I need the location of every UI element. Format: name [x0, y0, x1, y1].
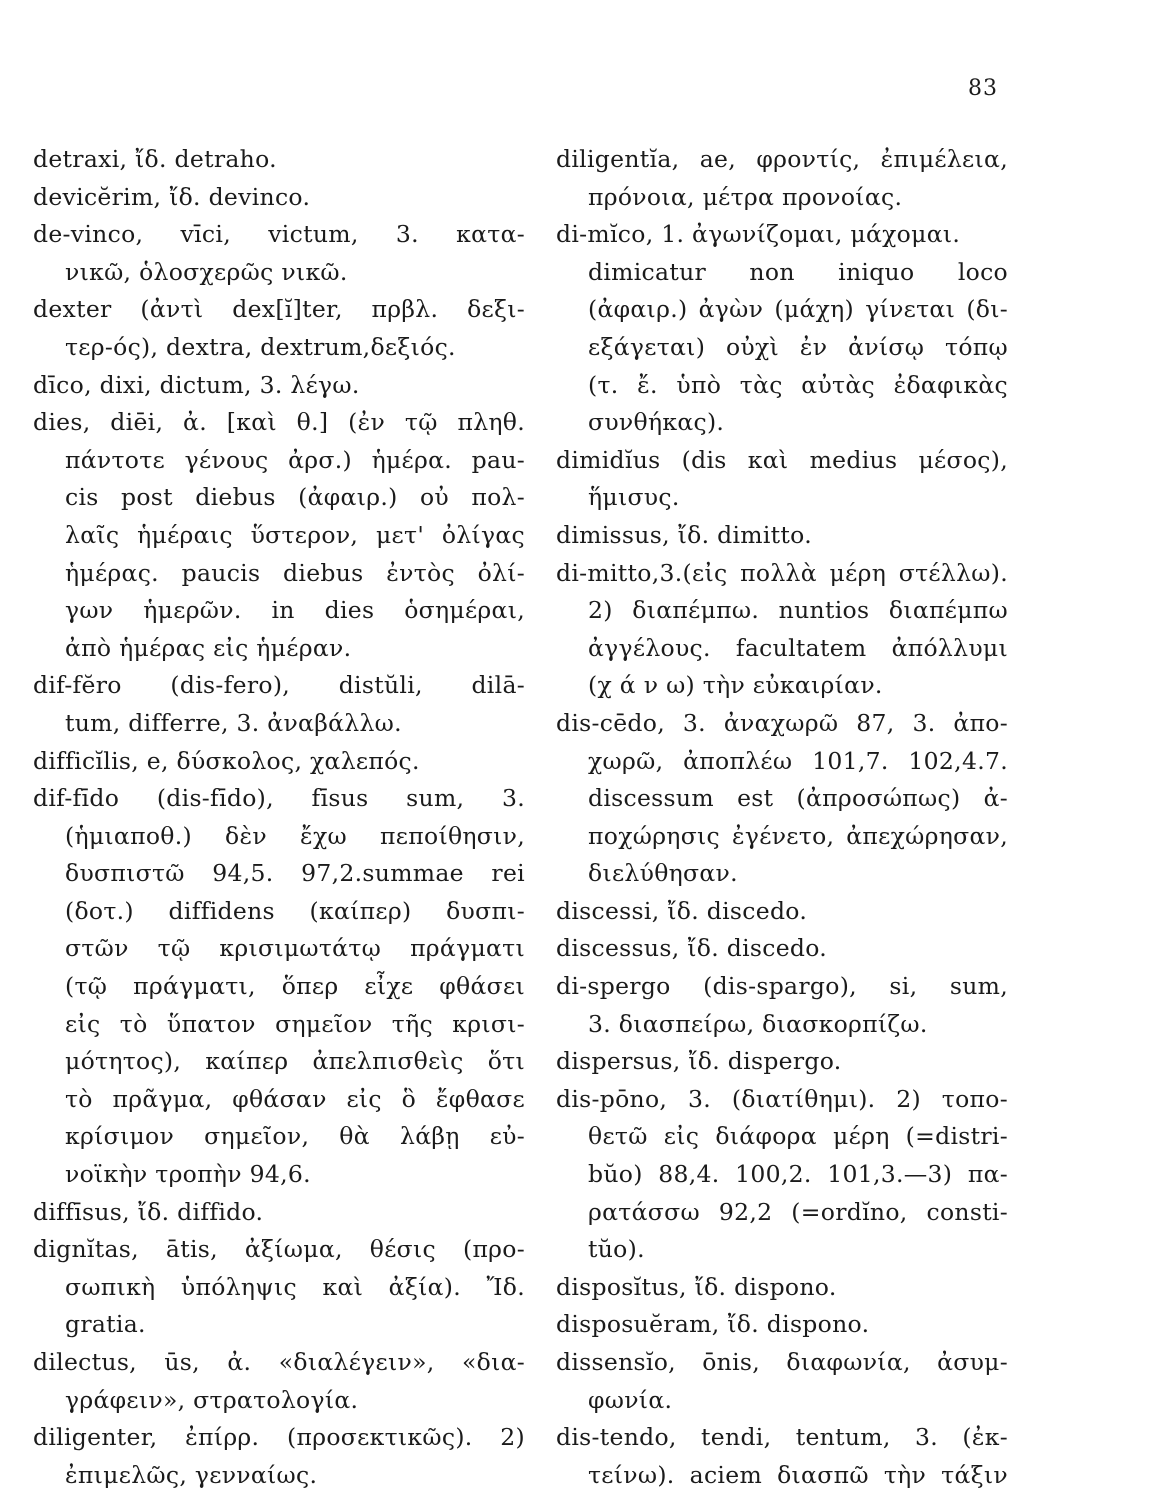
entry-line: εξάγεται) οὐχὶ ἐν ἀνίσῳ τόπῳ [588, 332, 1008, 361]
entry-line: (ἡμιαποθ.) δὲν ἔχω πεποίθησιν, [65, 821, 525, 850]
entry-line: πρόνοια, μέτρα προνοίας. [588, 182, 903, 211]
entry-line: dif-fīdo (dis-fīdo), fīsus sum, 3. [33, 784, 525, 813]
entry-line: dies, diēi, ἀ. [καὶ θ.] (ἐν τῷ πληθ. [33, 408, 525, 437]
entry-line: dilectus, ūs, ἀ. «διαλέγειν», «δια- [33, 1348, 525, 1376]
left-column [33, 141, 525, 1494]
entry-line: διελύθησαν. [588, 859, 738, 888]
entry-line: πάντοτε γένους ἀρσ.) ἡμέρα. pau- [65, 445, 525, 474]
entry-line: τείνω). aciem διασπῶ τὴν τάξιν [588, 1460, 1008, 1489]
entry-line: dissensĭo, ōnis, διαφωνία, ἀσυμ- [556, 1348, 1008, 1376]
entry-line: φωνία. [588, 1385, 673, 1414]
entry-line: νοϊκὴν τροπὴν 94,6. [65, 1160, 311, 1189]
entry-line: ἀγγέλους. facultatem ἀπόλλυμι [588, 633, 1008, 662]
entry-line: θετῶ εἰς διάφορα μέρη (=distri- [588, 1122, 1008, 1151]
page-number: 83 [968, 76, 998, 101]
entry-line: dimicatur non iniquo loco [588, 257, 1008, 286]
entry-line: diligenter, ἐπίρρ. (προσεκτικῶς). 2) [33, 1423, 525, 1452]
entry-line: dispersus, ἴδ. dispergo. [556, 1047, 842, 1076]
entry-line: μότητος), καίπερ ἀπελπισθεὶς ὅτι [65, 1047, 525, 1076]
entry-line: λαῖς ἡμέραις ὕστερον, μετ' ὀλίγας [65, 520, 525, 549]
entry-line: σωπικὴ ὑπόληψις καὶ ἀξία). Ἴδ. [65, 1272, 525, 1301]
entry-line: νικῶ, ὁλοσχερῶς νικῶ. [65, 257, 348, 286]
entry-line: γράφειν», στρατολογία. [65, 1385, 359, 1414]
entry-line: δυσπιστῶ 94,5. 97,2.summae rei [65, 859, 525, 888]
entry-line: di-mĭco, 1. ἀγωνίζομαι, μάχομαι. [556, 220, 961, 249]
entry-line: ἡμέρας. paucis diebus ἐντὸς ὀλί- [65, 558, 525, 587]
entry-line: τερ-ός), dextra, dextrum,δεξιός. [65, 332, 456, 361]
entry-line: bŭo) 88,4. 100,2. 101,3.—3) πα- [588, 1160, 1008, 1189]
entry-line: (τῷ πράγματι, ὅπερ εἶχε φθάσει [65, 972, 525, 1001]
entry-line: dis-tendo, tendi, tentum, 3. (ἐκ- [556, 1423, 1008, 1452]
entry-line: di-spergo (dis-spargo), si, sum, [556, 972, 1008, 1001]
entry-line: ποχώρησις ἐγένετο, ἀπεχώρησαν, [588, 821, 1008, 850]
entry-line: (δοτ.) diffidens (καίπερ) δυσπι- [65, 896, 525, 925]
entry-line: ἀπὸ ἡμέρας εἰς ἡμέραν. [65, 633, 352, 662]
entry-line: discessus, ἴδ. discedo. [556, 934, 828, 963]
entry-line: dignĭtas, ātis, ἀξίωμα, θέσις (προ- [33, 1235, 525, 1264]
entry-line: dīco, dixi, dictum, 3. λέγω. [33, 370, 360, 399]
entry-line: di-mitto,3.(εἰς πολλὰ μέρη στέλλω). [556, 558, 1008, 587]
entry-line: discessum est (ἀπροσώπως) ἀ- [588, 784, 1008, 813]
entry-line: (τ. ἔ. ὑπὸ τὰς αὐτὰς ἐδαφικὰς [588, 370, 1008, 399]
entry-line: dis-cēdo, 3. ἀναχωρῶ 87, 3. ἀπο- [556, 708, 1008, 737]
entry-line: ἐπιμελῶς, γενναίως. [65, 1460, 318, 1489]
entry-line: εἰς τὸ ὕπατον σημεῖον τῆς κρισι- [65, 1009, 525, 1038]
entry-line: cis post diebus (ἀφαιρ.) οὐ πολ- [65, 483, 525, 512]
entry-line: detraxi, ἴδ. detraho. [33, 145, 277, 173]
right-column [556, 141, 1008, 1494]
entry-line: (χ ά ν ω) τὴν εὐκαιρίαν. [588, 671, 883, 700]
entry-line: στῶν τῷ κρισιμωτάτῳ πράγματι [65, 934, 525, 963]
entry-line: disposuĕram, ἴδ. dispono. [556, 1310, 870, 1339]
entry-line: dif-fĕro (dis-fero), distŭli, dilā- [33, 671, 525, 700]
entry-line: disposĭtus, ἴδ. dispono. [556, 1272, 837, 1301]
entry-line: (ἀφαιρ.) ἀγὼν (μάχη) γίνεται (δι- [588, 295, 1008, 324]
entry-line: ρατάσσω 92,2 (=ordĭno, consti- [588, 1197, 1008, 1226]
entry-line: diligentĭa, ae, φροντίς, ἐπιμέλεια, [556, 145, 1008, 173]
entry-line: diffīsus, ἴδ. diffido. [33, 1197, 264, 1226]
entry-line: dexter (ἀντὶ dex[ĭ]ter, πρβλ. δεξι- [33, 295, 525, 324]
entry-line: τὸ πρᾶγμα, φθάσαν εἰς ὃ ἔφθασε [65, 1084, 525, 1113]
entry-line: discessi, ἴδ. discedo. [556, 896, 808, 925]
entry-line: συνθήκας). [588, 408, 725, 437]
entry-line: κρίσιμον σημεῖον, θὰ λάβῃ εὐ- [65, 1122, 525, 1151]
entry-line: tŭo). [588, 1235, 645, 1264]
entry-line: 3. διασπείρω, διασκορπίζω. [588, 1009, 928, 1038]
entry-line: dis-pōno, 3. (διατίθημι). 2) τοπο- [556, 1084, 1008, 1113]
entry-line: γων ἡμερῶν. in dies ὁσημέραι, [65, 596, 525, 625]
entry-line: ἥμισυς. [588, 483, 680, 512]
entry-line: difficĭlis, e, δύσκολος, χαλεπός. [33, 746, 420, 775]
entry-line: tum, differre, 3. ἀναβάλλω. [65, 708, 402, 737]
entry-line: χωρῶ, ἀποπλέω 101,7. 102,4.7. [588, 746, 1008, 775]
entry-line: dimidĭus (dis καὶ medius μέσος), [556, 445, 1008, 474]
entry-line: 2) διαπέμπω. nuntios διαπέμπω [588, 596, 1008, 625]
entry-line: gratia. [65, 1310, 146, 1339]
entry-line: devicĕrim, ἴδ. devinco. [33, 182, 311, 211]
entry-line: dimissus, ἴδ. dimitto. [556, 520, 812, 549]
entry-line: de-vinco, vīci, victum, 3. κατα- [33, 220, 525, 249]
